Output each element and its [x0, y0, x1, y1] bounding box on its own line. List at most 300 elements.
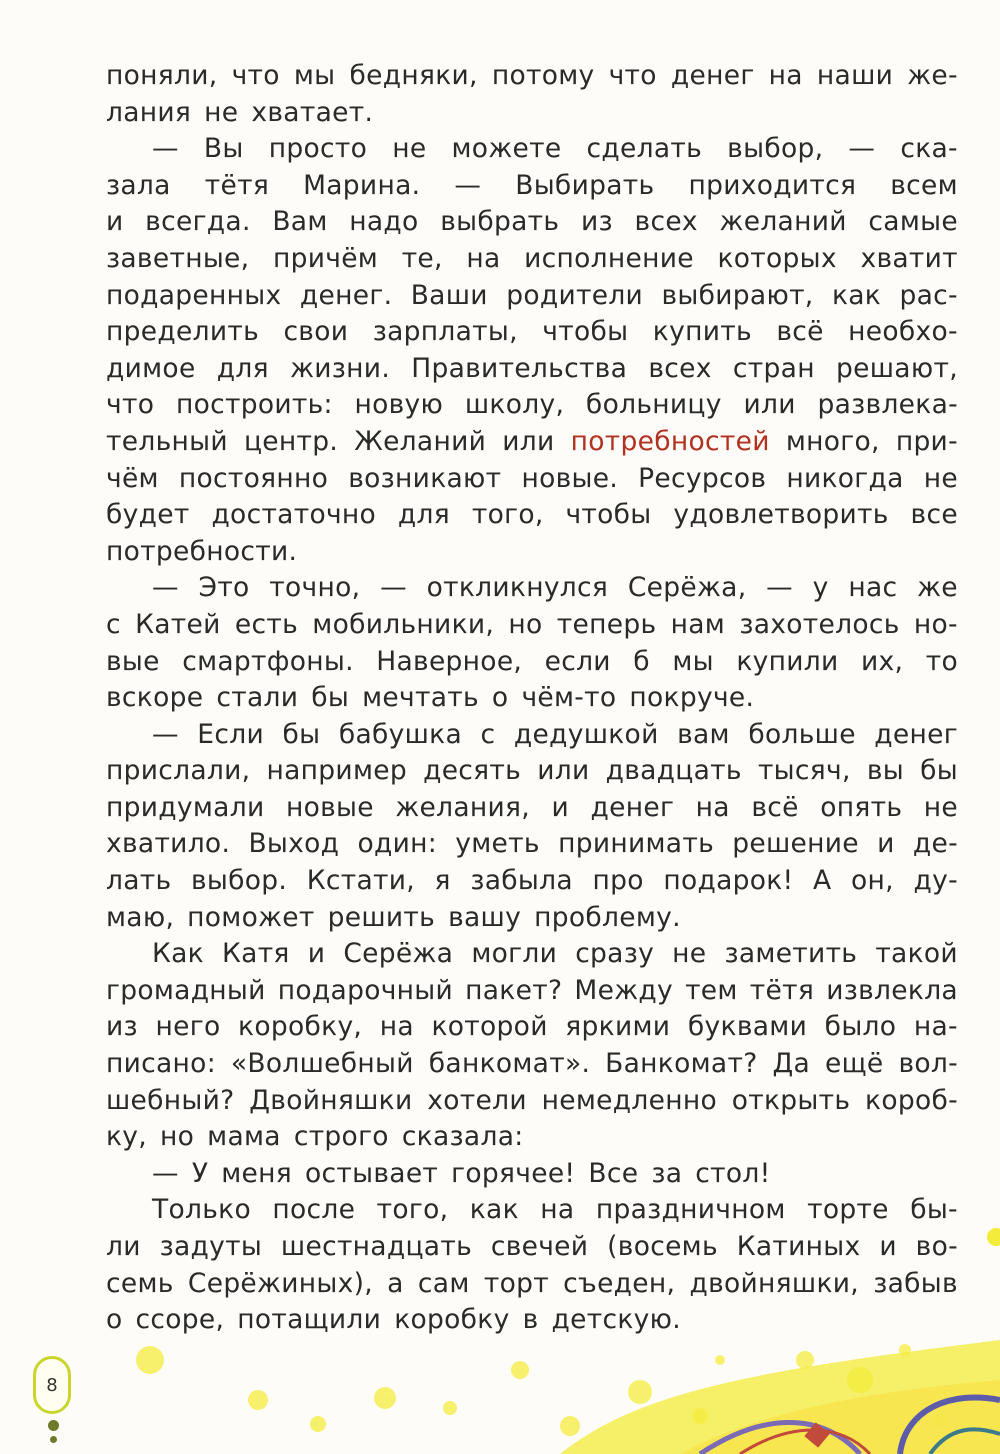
word: ска-	[900, 133, 958, 165]
margin-splash	[980, 1225, 1000, 1255]
word: лания	[106, 96, 192, 128]
word: громадный	[106, 974, 266, 1006]
word: с	[106, 608, 121, 640]
decorative-splash	[0, 1330, 1000, 1454]
text-line	[106, 387, 958, 424]
text-line	[106, 314, 958, 351]
word: всё	[776, 316, 824, 348]
text-line	[106, 973, 958, 1010]
word: —	[152, 1157, 179, 1189]
word: решение	[732, 828, 859, 860]
word: хватит	[860, 242, 958, 274]
word: мобильники,	[312, 608, 495, 640]
word: и	[307, 938, 326, 970]
word: возникают	[348, 462, 502, 494]
word: «Волшебный	[230, 1048, 414, 1080]
word: из	[580, 206, 613, 238]
text-line	[106, 790, 958, 827]
word: Правительства	[411, 352, 628, 384]
text-line	[106, 680, 958, 717]
word: сказала:	[401, 1121, 524, 1153]
word: Ваши	[410, 279, 488, 311]
word: откликнулся	[426, 572, 609, 604]
word: свои	[283, 316, 349, 348]
word: вам	[677, 718, 730, 750]
text-line	[106, 95, 958, 132]
word: бы	[282, 718, 321, 750]
word: много,	[785, 425, 880, 457]
word: на-	[913, 1011, 958, 1043]
word: лать	[106, 865, 172, 897]
word: Если	[197, 718, 264, 750]
word: вскоре	[106, 682, 204, 714]
word: ку,	[106, 1121, 148, 1153]
word: рас-	[899, 279, 958, 311]
page-number: 8	[46, 1374, 58, 1396]
word: торт	[483, 1267, 549, 1299]
word: шестнадцать	[280, 1231, 472, 1262]
word: яркими	[565, 1011, 671, 1043]
word: свечей	[490, 1231, 589, 1262]
word: банкомат».	[428, 1048, 591, 1080]
word: приходится	[688, 169, 857, 201]
word: за	[651, 1157, 683, 1189]
word: семь	[106, 1267, 174, 1299]
word: стали	[216, 682, 299, 714]
word: меня	[221, 1157, 293, 1189]
word: мы	[293, 60, 336, 91]
word: в	[522, 1304, 539, 1336]
word: просто	[268, 133, 368, 165]
word: желания,	[395, 791, 530, 823]
word: вые	[106, 645, 160, 677]
word: зала	[106, 169, 171, 201]
word: коробку	[394, 1304, 510, 1336]
word: которых	[717, 242, 837, 274]
text-line	[106, 900, 958, 937]
word: Серёжа,	[627, 572, 747, 604]
word: поняли,	[106, 60, 218, 91]
glossary-term: потребностей	[570, 425, 770, 457]
word: вы	[866, 755, 904, 787]
word: больше	[748, 718, 856, 750]
word: маю,	[106, 901, 175, 933]
word: торте	[807, 1194, 889, 1226]
word: тысяч,	[757, 755, 851, 787]
word: зарплаты,	[372, 316, 518, 348]
word: стол!	[695, 1157, 771, 1189]
word: двадцать	[605, 755, 742, 787]
text-line	[106, 204, 958, 241]
word: сделать	[586, 133, 703, 165]
word: ли	[106, 1231, 141, 1262]
text-line	[106, 717, 958, 754]
word: открыть	[731, 1084, 851, 1116]
text-line	[106, 131, 958, 168]
word: мы	[672, 645, 714, 677]
word: на	[466, 242, 501, 274]
word: опять	[820, 791, 903, 823]
word: я	[434, 865, 451, 897]
text-line	[106, 607, 958, 644]
word: шебный?	[106, 1084, 235, 1116]
word: праздничном	[595, 1194, 786, 1226]
word: —	[152, 572, 179, 604]
word: Банкомат?	[605, 1048, 758, 1080]
word: жизни.	[290, 352, 391, 384]
word: для	[397, 499, 451, 531]
word: проблему.	[534, 901, 681, 933]
word: съеден,	[563, 1267, 676, 1299]
word: и	[877, 828, 895, 860]
word: писано:	[106, 1048, 216, 1080]
word: подарочный	[277, 974, 454, 1006]
word: с	[480, 718, 496, 750]
word: Катей	[135, 608, 221, 640]
word: точно,	[269, 572, 361, 604]
word: постоянно	[178, 462, 329, 494]
word: о	[106, 1304, 123, 1336]
word: выбрать	[440, 206, 560, 238]
word: вол-	[898, 1048, 958, 1080]
word: короб-	[865, 1084, 958, 1116]
word: хотели	[427, 1084, 527, 1116]
word: потащили	[237, 1304, 382, 1336]
word: не	[204, 96, 239, 128]
word: необхо-	[848, 316, 958, 348]
word: самые	[868, 206, 958, 238]
text-line	[106, 351, 958, 388]
word: при-	[895, 425, 958, 457]
text-line	[106, 826, 958, 863]
word: димое	[106, 352, 196, 384]
word: сразу	[575, 938, 655, 970]
word: о	[491, 682, 509, 714]
word: ду-	[913, 865, 958, 897]
word: сам	[417, 1267, 470, 1299]
word: детскую.	[551, 1304, 681, 1336]
word: Выход	[248, 828, 340, 860]
word: родители	[506, 279, 644, 311]
text-line	[106, 753, 958, 790]
text-line	[106, 1192, 958, 1229]
text-line	[106, 1229, 958, 1266]
word: на	[695, 791, 730, 823]
word: —	[380, 572, 407, 604]
word: купить	[652, 316, 752, 348]
word: и	[879, 1231, 897, 1262]
word: бы-	[910, 1194, 958, 1226]
word: все	[910, 499, 958, 531]
word: чтобы	[565, 499, 652, 531]
word: подаренных	[106, 279, 282, 311]
word: развлека-	[817, 389, 958, 421]
word: же	[917, 572, 958, 604]
word: прислали,	[106, 755, 251, 787]
word: же-	[907, 60, 958, 91]
badge-dot-small	[50, 1436, 57, 1443]
text-line	[106, 570, 958, 607]
word: решить	[327, 901, 436, 933]
word: Между	[574, 974, 673, 1006]
word: он,	[851, 865, 894, 897]
word: стран	[732, 352, 815, 384]
text-line	[106, 1156, 958, 1193]
word: наши	[816, 60, 894, 91]
word: пределить	[106, 316, 259, 348]
word: больницу	[585, 389, 722, 421]
word: всех	[648, 352, 712, 384]
word: потому	[491, 60, 595, 91]
word: удовлетворить	[673, 499, 889, 531]
word: на	[540, 1194, 575, 1226]
word: и	[551, 791, 570, 823]
word: те,	[401, 242, 443, 274]
word: теперь	[556, 608, 657, 640]
word: ещё	[825, 1048, 884, 1080]
word: было	[824, 1011, 897, 1043]
word: выбирают,	[661, 279, 814, 311]
word: хватило.	[106, 828, 231, 860]
word: но	[160, 1121, 195, 1153]
word: смартфоны.	[182, 645, 354, 677]
word: мечтать	[362, 682, 479, 714]
word: или	[537, 755, 590, 787]
word: У	[191, 1157, 209, 1189]
word: чём	[106, 462, 159, 494]
word: десять	[423, 755, 522, 787]
word: для	[216, 352, 269, 384]
word: дедушкой	[513, 718, 659, 750]
word: придумали	[106, 791, 265, 823]
word: и	[106, 206, 124, 238]
word: что	[106, 389, 155, 421]
word: него	[155, 1011, 221, 1043]
word: как	[469, 1194, 519, 1226]
word: Все	[588, 1157, 639, 1189]
word: Двойняшки	[249, 1084, 413, 1116]
word: денег	[590, 791, 675, 823]
word: тельный	[106, 425, 228, 457]
page-number-badge	[33, 1356, 71, 1414]
word: решают,	[836, 352, 958, 384]
word: будет	[106, 499, 190, 531]
word: остывает	[305, 1157, 439, 1189]
word: Да	[772, 1048, 811, 1080]
word: то	[925, 645, 958, 677]
word: которой	[431, 1011, 548, 1043]
word: например	[266, 755, 407, 787]
text-line	[106, 1266, 958, 1303]
word: бедняки,	[349, 60, 478, 91]
word: желаний	[719, 206, 847, 238]
word: не	[392, 133, 427, 165]
word: могли	[471, 938, 558, 970]
word: того,	[471, 499, 544, 531]
word: —	[848, 133, 876, 165]
word: всех	[634, 206, 698, 238]
word: бы	[311, 682, 350, 714]
word: про	[592, 865, 644, 897]
word: Катя	[222, 938, 290, 970]
word: денег	[874, 718, 958, 750]
text-line	[106, 644, 958, 681]
text-line	[106, 461, 958, 498]
word: строго	[293, 1121, 389, 1153]
text-line	[106, 58, 958, 95]
word: (восемь	[607, 1231, 718, 1262]
word: извлекла	[826, 974, 958, 1006]
word: из	[106, 1011, 138, 1043]
word: Выбирать	[515, 169, 655, 201]
word: Ресурсов	[638, 462, 767, 494]
word: есть	[234, 608, 299, 640]
word: новые	[285, 791, 374, 823]
word: б	[633, 645, 650, 677]
word: нас	[848, 572, 898, 604]
word: коробку,	[238, 1011, 363, 1043]
text-line	[106, 241, 958, 278]
text-line	[106, 936, 958, 973]
word: —	[152, 133, 179, 165]
word: денег.	[299, 279, 393, 311]
word: уметь	[455, 828, 540, 860]
word: после	[272, 1194, 356, 1226]
word: купили	[736, 645, 839, 677]
word: Катиных	[736, 1231, 861, 1262]
word: бы	[920, 755, 958, 787]
word: Кстати,	[306, 865, 415, 897]
word: на	[768, 60, 803, 91]
word: на	[379, 1011, 414, 1043]
word: выбор,	[727, 133, 824, 165]
word: что	[608, 60, 657, 91]
word: А	[813, 865, 832, 897]
word: надо	[349, 206, 419, 238]
word: потребности.	[106, 535, 298, 567]
word: всё	[751, 791, 799, 823]
word: поможет	[187, 901, 315, 933]
word: у	[812, 572, 829, 604]
word: Наверное,	[376, 645, 523, 677]
word: причём	[272, 242, 379, 274]
text-line	[106, 863, 958, 900]
word: можете	[451, 133, 562, 165]
badge-dot	[48, 1420, 59, 1431]
word: тётя	[749, 974, 815, 1006]
word: а	[387, 1267, 404, 1299]
word: немедленно	[541, 1084, 717, 1116]
word: Желаний	[354, 425, 487, 457]
word: достаточно	[211, 499, 377, 531]
word: новые.	[521, 462, 619, 494]
story-text	[106, 58, 958, 1339]
word: —	[454, 169, 482, 201]
word: заметить	[724, 938, 858, 970]
word: —	[766, 572, 793, 604]
word: такой	[875, 938, 958, 970]
text-line	[106, 1119, 958, 1156]
word: подарок!	[663, 865, 794, 897]
word: никогда	[786, 462, 904, 494]
text-line	[106, 497, 958, 534]
word: мама	[207, 1121, 281, 1153]
word: тётя	[204, 169, 270, 201]
word: или	[743, 389, 796, 421]
word: денег	[670, 60, 755, 91]
word: захотелось	[739, 608, 900, 640]
word: вашу	[448, 901, 522, 933]
text-line	[106, 1083, 958, 1120]
word: Вы	[203, 133, 244, 165]
word: де-	[912, 828, 958, 860]
word: всегда.	[145, 206, 251, 238]
word: того,	[376, 1194, 449, 1226]
word: всем	[890, 169, 958, 201]
word: но-	[913, 608, 958, 640]
text-line	[106, 1302, 958, 1339]
text-line	[106, 424, 958, 461]
word: школу,	[464, 389, 565, 421]
word: хватает.	[251, 96, 374, 128]
word: не	[672, 938, 707, 970]
word: Как	[152, 938, 204, 970]
word: буквами	[687, 1011, 808, 1043]
word: построить:	[175, 389, 333, 421]
word: забыв	[873, 1267, 958, 1299]
word: чтобы	[542, 316, 629, 348]
word: чём-то	[521, 682, 617, 714]
word: Это	[198, 572, 250, 604]
text-line	[106, 534, 958, 571]
word: во-	[915, 1231, 958, 1262]
text-line	[106, 1009, 958, 1046]
word: Марина.	[303, 169, 421, 201]
word: исполнение	[524, 242, 694, 274]
text-line	[106, 278, 958, 315]
word: —	[152, 718, 179, 750]
word: горячее!	[451, 1157, 576, 1189]
word: принимать	[558, 828, 714, 860]
word: тем	[685, 974, 738, 1006]
text-line	[106, 1046, 958, 1083]
word: выбор.	[191, 865, 288, 897]
word: новую	[354, 389, 444, 421]
word: пакет?	[465, 974, 563, 1006]
word: не	[923, 462, 958, 494]
word: бабушка	[338, 718, 463, 750]
word: двойняшки,	[689, 1267, 860, 1299]
word: но	[508, 608, 543, 640]
word: ссоре,	[135, 1304, 225, 1336]
word: Только	[152, 1194, 251, 1226]
word: не	[923, 791, 958, 823]
word: центр.	[243, 425, 339, 457]
word: или	[502, 425, 555, 457]
word: заветные,	[106, 242, 250, 274]
word: забыла	[470, 865, 573, 897]
word: их,	[861, 645, 904, 677]
word: задуты	[159, 1231, 263, 1262]
word: как	[831, 279, 882, 311]
word: один:	[357, 828, 438, 860]
word: что	[231, 60, 280, 91]
text-line	[106, 168, 958, 205]
word: покруче.	[629, 682, 755, 714]
word: если	[544, 645, 611, 677]
word: Серёжа	[343, 938, 454, 970]
word: Вам	[272, 206, 328, 238]
